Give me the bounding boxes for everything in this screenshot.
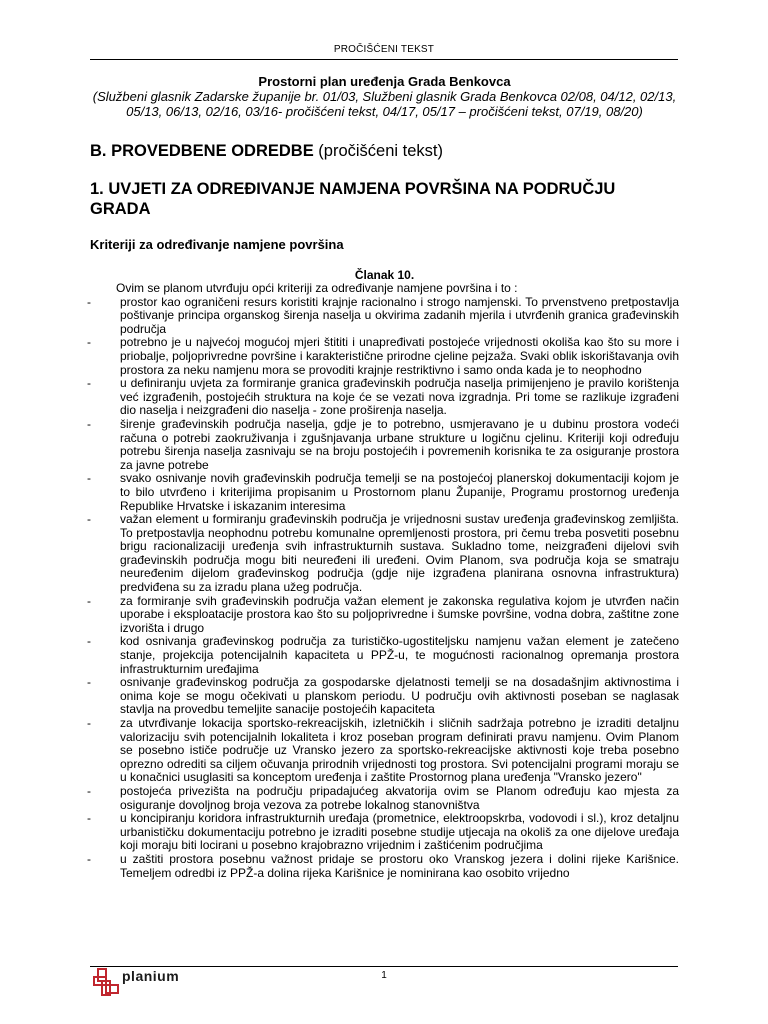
running-header: PROČIŠĆENI TEKST: [333, 44, 435, 55]
list-dash: -: [87, 851, 91, 866]
list-item: [87, 675, 679, 717]
list-item: [87, 851, 679, 880]
list-item-text: u definiranju uvjeta za formiranje granica građevinskih područja naselja primijenjeno je pravilo korištenja već izgrađenih, postojećih struktura na koje će se vezati nova izgradnja. Pri tome se razlikuje izgrađeni dio naselja i neizgrađeni dio naselja - zone proširenja naselja.: [120, 376, 679, 418]
list-item: [87, 335, 679, 377]
list-item: [87, 416, 679, 472]
section-heading-1: 1. UVJETI ZA ODREĐIVANJE NAMJENA POVRŠINA NA PODRUČJU GRADA: [90, 180, 616, 218]
list-item: [87, 634, 679, 676]
page-number: 1: [381, 970, 387, 981]
document-subtitle: (Službeni glasnik Zadarske županije br. 01/03, Službeni glasnik Grada Benkovca 02/08, 04/12, 02/13, 05/13, 06/13, 02/16, 03/16- pročišćeni tekst, 04/17, 05/17 – pročišćeni tekst, 07/19, 08/20): [92, 89, 677, 119]
list-item: [87, 471, 679, 513]
list-dash: -: [87, 376, 91, 391]
list-item-text: za utvrđivanje lokacija sportsko-rekreacijskih, izletničkih i sličnih sadržaja potrebno je izraditi detaljnu valorizaciju svih potencijalnih lokaliteta i kroz poseban program definirati pravu namjenu. Ovim Planom se posebno ističe područje uz Vransko jezero za sportsko-rekreacijske aktivnosti koje treba posebno oprezno odrediti sa ciljem očuvanja prirodnih vrijednosti tog prostora. Svi potencijalni programi moraju se u konačnici usuglasiti sa konceptom uređenja i zaštite Prostornog plana uređenja "Vransko jezero": [120, 716, 679, 785]
list-item: [87, 294, 679, 337]
list-item-text: postojeća privezišta na području pripadajućeg akvatorija ovim se Planom određuju kao mjesta za osiguranje dovoljnog broja vezova za potrebe lokalnog stanovništva: [120, 783, 679, 812]
list-item-text: potrebno je u najvećoj mogućoj mjeri štititi i unapređivati postojeće vrijednosti okoliša kao što su more i priobalje, poljoprivredne površine i karakteristične prirodne cjeline pejzaža. Svaki oblik iskorištavanja ovih prostora za neku namjenu mora se provoditi krajnje restriktivno i samo onda kada je to neophodno: [120, 335, 679, 377]
document-content: [87, 74, 679, 880]
list-item-text: prostor kao ograničeni resurs koristiti krajnje racionalno i strogo namjenski. To prvenstveno pretpostavlja poštivanje principa organskog širenja naselja u okvirima zadanih mjerila i utvrđenih granica građevinskih područja: [120, 294, 679, 336]
section-b-bold-text: B. PROVEDBENE ODREDBE: [90, 142, 314, 160]
list-item-text: kod osnivanja građevinskog područja za turističko-ugostiteljsku namjenu važan element je zatečeno stanje, projekcija potencijalnih kapaciteta u PPŽ-u, te mogućnosti racionalnog opremanja prostora infrastrukturnim uređajima: [120, 634, 679, 676]
subheading: Kriteriji za određivanje namjene površina: [90, 237, 344, 252]
list-dash: -: [87, 294, 91, 309]
logo-wordmark: planium: [122, 968, 180, 984]
list-item-text: važan element u formiranju građevinskih područja je vrijednosni sustav uređenja građevinskog zemljišta. To pretpostavlja neophodnu potrebu komunalne opremljenosti prostora, pri čemu treba posvetiti posebnu brigu racionalizaciji uređenja svih infrastrukturnih sustava. Sukladno tome, neizgrađeni dijelovi svih građevinskih područja mogu biti neuređeni ili uređeni. Ovim Planom, sva područja koja se smatraju neuređenim dijelom građevinskog područja (gdje nije izgrađena planirana osnovna infrastruktura) predviđena su za izradu plana užeg područja.: [120, 512, 679, 595]
list-item: [87, 512, 679, 595]
list-dash: -: [87, 335, 91, 350]
logo-mark-icon: [92, 965, 122, 1005]
list-item-text: za formiranje svih građevinskih područja važan element je zakonska regulativa kojom je utvrđen način uporabe i eksploatacije prostora kao što su poljoprivredne i šumske površine, vodna dobra, zaštitne zone izvorišta i drugo: [120, 593, 679, 635]
list-item: [87, 593, 679, 636]
list-dash: -: [87, 512, 91, 527]
section-heading-b: [90, 141, 679, 161]
planium-logo: [92, 965, 222, 1007]
criteria-list: [87, 294, 679, 881]
list-item-text: u koncipiranju koridora infrastrukturnih uređaja (prometnice, elektroopskrba, vodovodi i sl.), kroz detaljnu urbanističku dokumentaciju potrebno je izraditi posebne studije utjecaja na okoliš za one dijelove uređaja koji moraju biti locirani u posebno krajobrazno vrijednim i zaštićenim područjima: [120, 811, 679, 853]
list-item-text: osnivanje građevinskog područja za gospodarske djelatnosti temelji se na dosadašnjim aktivnostima i onima koje se mogu očekivati u planskom periodu. U području ovih aktivnosti poseban se naglasak stavlja na provedbu temeljite sanacije postojećih kapaciteta: [120, 675, 679, 717]
list-item-text: svako osnivanje novih građevinskih područja temelji se na postojećoj planerskoj dokumentaciji kojom je to bilo utvrđeno i kriterijima propisanim u Prostornom planu Županije, Programu prostornog uređenja Republike Hrvatske i iskazanim interesima: [120, 471, 679, 513]
list-dash: -: [87, 675, 91, 690]
list-item-text: širenje građevinskih područja naselja, gdje je to potrebno, usmjeravano je u dubinu prostora vodeći računa o potrebi zaokruživanja i zgušnjavanja urbane strukture u logičnu cjelinu. Kriteriji koji određuju potrebu širenja naselja zasnivaju se na broju postojećih i povremenih korisnika te za osiguranje prostora za javne potrebe: [120, 416, 679, 472]
list-dash: -: [87, 593, 91, 608]
list-dash: -: [87, 783, 91, 798]
list-item: [87, 716, 679, 785]
list-item: [87, 783, 679, 812]
article-title: Članak 10.: [354, 268, 415, 282]
list-item: [87, 376, 679, 418]
document-title: Prostorni plan uređenja Grada Benkovca: [258, 74, 511, 89]
list-dash: -: [87, 811, 91, 826]
list-item-text: u zaštiti prostora posebnu važnost pridaje se prostoru oko Vranskog jezera i dolini rijeke Karišnice. Temeljem odredbi iz PPŽ-a dolina rijeka Karišnice je nominirana kao osobito vrijedno: [120, 851, 679, 880]
list-item: [87, 811, 679, 853]
list-dash: -: [87, 716, 91, 730]
article-intro: Ovim se planom utvrđuju opći kriteriji za određivanje namjene površina i to :: [116, 281, 518, 295]
list-dash: -: [87, 416, 91, 431]
header-rule: [90, 59, 678, 60]
list-dash: -: [87, 471, 91, 486]
section-b-normal-text: (pročišćeni tekst): [313, 142, 443, 160]
list-dash: -: [87, 634, 91, 649]
